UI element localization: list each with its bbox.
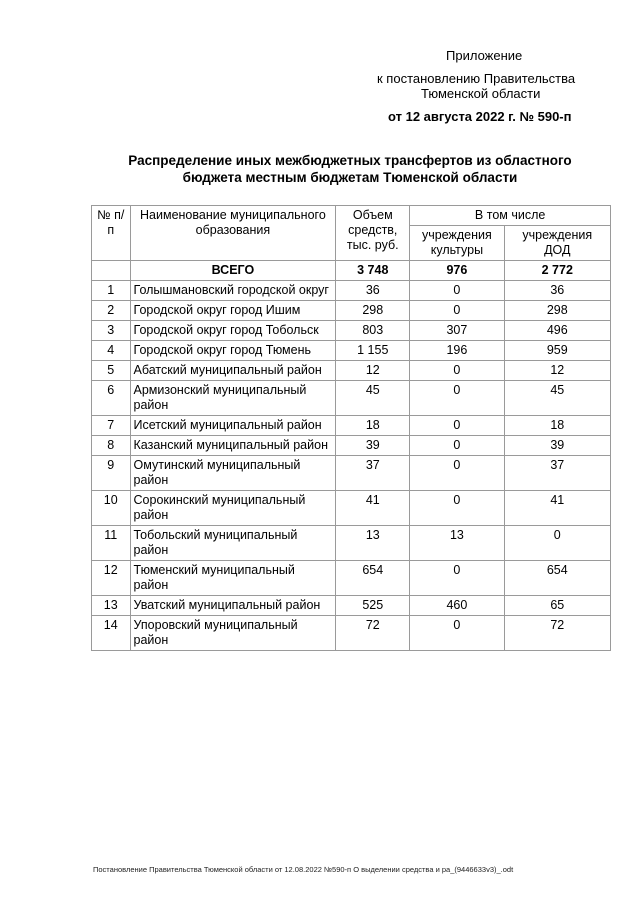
row-volume: 12 — [336, 361, 410, 381]
total-culture: 976 — [410, 261, 504, 281]
row-culture: 0 — [410, 281, 504, 301]
header-including: В том числе — [410, 206, 611, 226]
row-volume: 41 — [336, 491, 410, 526]
row-dod: 654 — [504, 561, 610, 596]
appendix-date-number: от 12 августа 2022 г. № 590-п — [388, 109, 572, 124]
header-name: Наименование муниципального образования — [130, 206, 336, 261]
row-name: Тюменский муниципальный район — [130, 561, 336, 596]
table-row — [92, 281, 611, 301]
row-num: 6 — [92, 381, 131, 416]
row-volume: 13 — [336, 526, 410, 561]
row-name: Сорокинский муниципальный район — [130, 491, 336, 526]
document-title-line-1: Распределение иных межбюджетных трансфертов из областного — [128, 153, 572, 168]
header-dod: учреждения ДОД — [504, 226, 610, 261]
appendix-region-line: Тюменской области — [421, 86, 541, 101]
row-culture: 0 — [410, 381, 504, 416]
row-num: 12 — [92, 561, 131, 596]
document-title — [60, 152, 640, 186]
row-culture: 13 — [410, 526, 504, 561]
row-dod: 12 — [504, 361, 610, 381]
appendix-label: Приложение — [446, 48, 523, 63]
row-num: 4 — [92, 341, 131, 361]
row-num: 9 — [92, 456, 131, 491]
row-volume: 39 — [336, 436, 410, 456]
document-footer: Постановление Правительства Тюменской области от 12.08.2022 №590-п О выделении средства и ра_(9446633v3)_.odt — [93, 865, 514, 874]
table-row — [92, 616, 611, 651]
row-num: 5 — [92, 361, 131, 381]
row-num: 2 — [92, 301, 131, 321]
row-volume: 803 — [336, 321, 410, 341]
row-volume: 72 — [336, 616, 410, 651]
row-culture: 0 — [410, 361, 504, 381]
total-row — [92, 261, 611, 281]
transfers-table — [91, 205, 611, 651]
table-row — [92, 561, 611, 596]
table-row — [92, 416, 611, 436]
row-culture: 460 — [410, 596, 504, 616]
total-volume: 3 748 — [336, 261, 410, 281]
row-num: 11 — [92, 526, 131, 561]
row-dod: 496 — [504, 321, 610, 341]
row-name: Исетский муниципальный район — [130, 416, 336, 436]
row-num: 10 — [92, 491, 131, 526]
row-volume: 18 — [336, 416, 410, 436]
row-num: 3 — [92, 321, 131, 341]
row-name: Тобольский муниципальный район — [130, 526, 336, 561]
row-name: Абатский муниципальный район — [130, 361, 336, 381]
row-dod: 18 — [504, 416, 610, 436]
row-culture: 307 — [410, 321, 504, 341]
header-culture: учреждения культуры — [410, 226, 504, 261]
row-culture: 0 — [410, 561, 504, 596]
header-volume: Объем средств, тыс. руб. — [336, 206, 410, 261]
row-volume: 525 — [336, 596, 410, 616]
table-row — [92, 381, 611, 416]
row-name: Городской округ город Тобольск — [130, 321, 336, 341]
row-culture: 0 — [410, 456, 504, 491]
row-dod: 72 — [504, 616, 610, 651]
table-row — [92, 361, 611, 381]
row-volume: 298 — [336, 301, 410, 321]
row-num: 13 — [92, 596, 131, 616]
row-name: Армизонский муниципальный район — [130, 381, 336, 416]
row-num: 14 — [92, 616, 131, 651]
total-label: ВСЕГО — [130, 261, 336, 281]
row-volume: 37 — [336, 456, 410, 491]
row-dod: 298 — [504, 301, 610, 321]
table-row — [92, 456, 611, 491]
row-culture: 0 — [410, 301, 504, 321]
row-dod: 37 — [504, 456, 610, 491]
row-name: Казанский муниципальный район — [130, 436, 336, 456]
table-row — [92, 341, 611, 361]
row-dod: 45 — [504, 381, 610, 416]
row-num: 7 — [92, 416, 131, 436]
row-name: Городской округ город Ишим — [130, 301, 336, 321]
row-volume: 654 — [336, 561, 410, 596]
document-title-line-2: бюджета местным бюджетам Тюменской области — [182, 170, 518, 185]
row-dod: 0 — [504, 526, 610, 561]
row-culture: 0 — [410, 416, 504, 436]
row-dod: 41 — [504, 491, 610, 526]
row-dod: 39 — [504, 436, 610, 456]
row-culture: 0 — [410, 616, 504, 651]
table-row — [92, 321, 611, 341]
row-name: Уватский муниципальный район — [130, 596, 336, 616]
table-row — [92, 301, 611, 321]
row-name: Упоровский муниципальный район — [130, 616, 336, 651]
row-dod: 36 — [504, 281, 610, 301]
row-culture: 196 — [410, 341, 504, 361]
table-row — [92, 436, 611, 456]
appendix-resolution-line: к постановлению Правительства — [377, 71, 576, 86]
row-culture: 0 — [410, 436, 504, 456]
header-num: № п/п — [92, 206, 131, 261]
row-dod: 65 — [504, 596, 610, 616]
row-num: 8 — [92, 436, 131, 456]
row-num: 1 — [92, 281, 131, 301]
row-volume: 1 155 — [336, 341, 410, 361]
row-volume: 45 — [336, 381, 410, 416]
table-row — [92, 491, 611, 526]
table-row — [92, 526, 611, 561]
table-row — [92, 596, 611, 616]
row-dod: 959 — [504, 341, 610, 361]
row-culture: 0 — [410, 491, 504, 526]
total-dod: 2 772 — [504, 261, 610, 281]
row-volume: 36 — [336, 281, 410, 301]
row-name: Городской округ город Тюмень — [130, 341, 336, 361]
row-name: Омутинский муниципальный район — [130, 456, 336, 491]
row-name: Голышмановский городской округ — [130, 281, 336, 301]
